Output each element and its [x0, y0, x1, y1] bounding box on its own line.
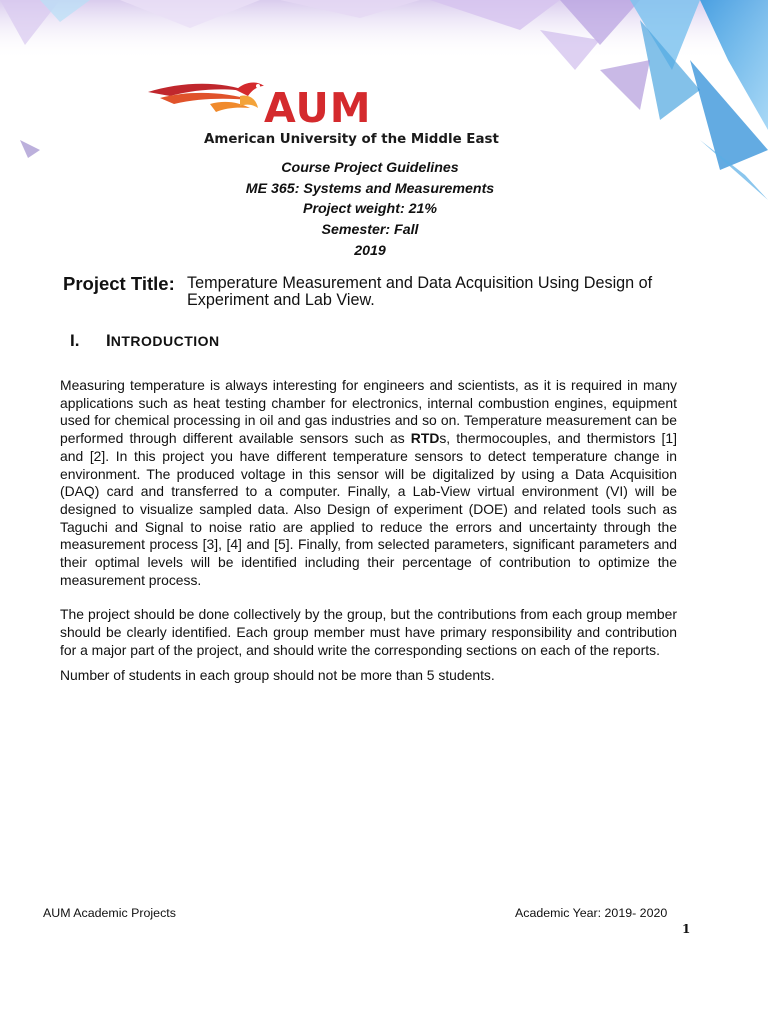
header-line-course: ME 365: Systems and Measurements — [245, 180, 495, 197]
paragraph-group-work: The project should be done collectively by the group, but the contributions from each group member should be clearly identified. Each group member must have primary responsibility and contribution for a major part of the project, and should write the corresponding sections on each of the reports. — [60, 606, 677, 658]
logo-wordmark: AUM — [264, 84, 372, 132]
logo-subtitle: American University of the Middle East — [204, 132, 499, 147]
footer-right: Academic Year: 2019- 2020 — [515, 906, 668, 920]
aum-logo — [140, 74, 499, 154]
header-line-semester: Semester: Fall — [321, 222, 419, 239]
header-line-weight: Project weight: 21% — [302, 201, 438, 218]
section-heading-introduction — [70, 331, 220, 351]
page-number: 1 — [682, 922, 691, 936]
phoenix-logo-icon — [140, 74, 270, 134]
project-title-text: Temperature Measurement and Data Acquisition Using Design of Experiment and Lab View. — [187, 274, 653, 309]
paragraph-intro: Measuring temperature is always interesting for engineers and scientists, as it is required in many applications such as heat testing chamber for electronics, internal combustion engines, equipment used for chemical processing in oil and gas industries and so on. Temperature measurement can be performed through different available sensors such as RTDs, thermocouples, and thermistors [1] and [2]. In this project you have different temperature sensors to detect temperature change in environment. The produced voltage in this sensor will be digitalized by using a Data Acquisition (DAQ) card and transferred to a computer. Finally, a Lab-View virtual environment (VI) will be designed to visualize sampled data. Also Design of experiment (DOE) and related tools such as Taguchi and Signal to noise ratio are applied to reduce the errors and uncertainty through the measurement process [3], [4] and [5]. Finally, from selected parameters, significant parameters and their optimal levels will be identified including their percentage of contribution to optimize the measurement process. — [60, 377, 677, 588]
section-number: I. — [70, 331, 80, 350]
project-title-label: Project Title: — [63, 273, 175, 294]
rtd-term: RTD — [410, 430, 440, 447]
course-header — [0, 158, 740, 261]
footer-left: AUM Academic Projects — [43, 906, 176, 920]
section-initial: I — [106, 331, 111, 350]
body-text — [60, 377, 677, 684]
section-title-rest: NTRODUCTION — [110, 333, 220, 349]
header-line-guidelines: Course Project Guidelines — [281, 160, 459, 176]
header-line-year: 2019 — [354, 242, 386, 259]
paragraph-group-size: Number of students in each group should not be more than 5 students. — [60, 666, 495, 683]
